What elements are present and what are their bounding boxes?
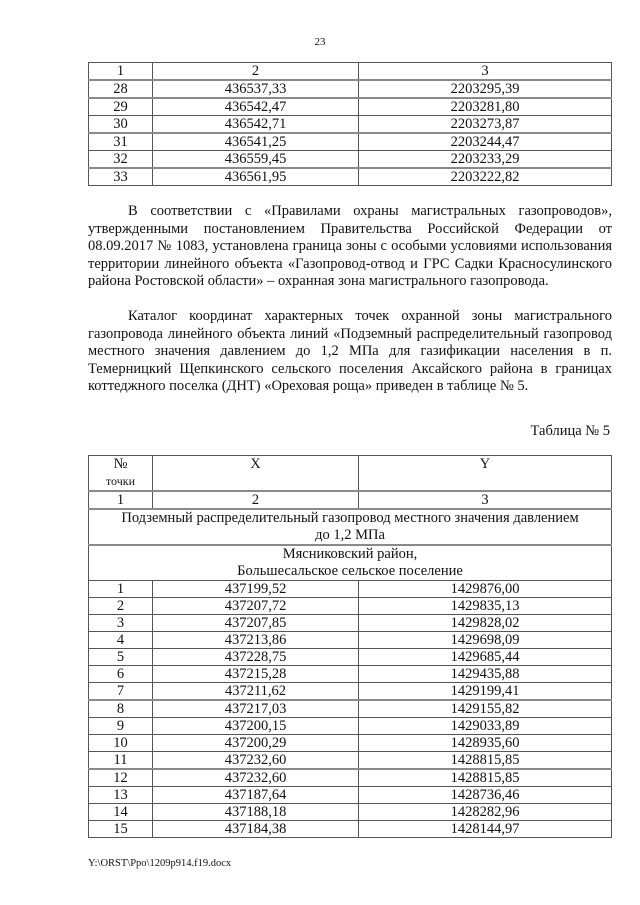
table-row — [89, 615, 612, 632]
x-cell: 437215,28 — [153, 666, 359, 683]
column-number-cell: 1 — [89, 63, 153, 81]
y-cell: 1429199,41 — [359, 683, 612, 701]
y-cell: 1429033,89 — [359, 718, 612, 735]
table-row — [89, 133, 612, 151]
x-cell: 437187,64 — [153, 787, 359, 804]
x-cell: 436541,25 — [153, 133, 359, 151]
y-cell: 1428815,85 — [359, 769, 612, 787]
x-cell: 437200,29 — [153, 735, 359, 752]
section-title — [89, 509, 612, 545]
column-number-cell: 2 — [153, 63, 359, 81]
point-number-cell: 2 — [89, 598, 153, 615]
subsection-row — [89, 545, 612, 581]
x-cell: 437217,03 — [153, 700, 359, 718]
subsection-title-line: Большесальское сельское поселение — [237, 563, 463, 579]
section-title-line: Подземный распределительный газопровод местного значения давлением — [121, 510, 579, 526]
table-row — [89, 683, 612, 701]
point-number-cell: 29 — [89, 98, 153, 116]
table-row — [89, 787, 612, 804]
table-row — [89, 769, 612, 787]
y-cell: 1429876,00 — [359, 581, 612, 598]
table-row — [89, 735, 612, 752]
point-number-cell: 15 — [89, 821, 153, 838]
paragraph-text: Каталог координат характерных точек охранной зоны магистрального газопровода линейного объекта линий «Подземный распределительный газопровод местного значения давлением до 1,2 МПа для газификации населения в п. Темерницкий Щепкинского сельского поселения Аксайского района в границах коттеджного поселка (ДНТ) «Ореховая роща» приведен в таблице № 5. — [88, 308, 612, 395]
x-cell: 437211,62 — [153, 683, 359, 701]
paragraph-text: В соответствии с «Правилами охраны магистральных газопроводов», утвержденными постановлением Правительства Российской Федерации от 08.09.2017 № 1083, установлена граница зоны с особыми условиями использования территории линейного объекта «Газопровод-отвод и ГРС Садки Красносулинского района Ростовской области» – охранная зона магистрального газопровода. — [88, 203, 612, 290]
header-label: точки — [105, 474, 136, 488]
subsection-title-line: Мясниковский район, — [282, 546, 418, 562]
table-row — [89, 151, 612, 169]
point-number-cell: 31 — [89, 133, 153, 151]
point-number-cell: 9 — [89, 718, 153, 735]
column-number-cell: 2 — [153, 491, 359, 509]
point-number-cell: 13 — [89, 787, 153, 804]
table-row — [89, 700, 612, 718]
footer-file-path: Y:\ORST\Ppo\1209p914.f19.docx — [88, 858, 232, 869]
column-number-cell: 1 — [89, 491, 153, 509]
y-cell: 2203233,29 — [359, 151, 612, 169]
point-number-cell: 33 — [89, 168, 153, 186]
point-number-cell: 30 — [89, 116, 153, 134]
y-cell: 1428282,96 — [359, 804, 612, 821]
y-cell: 1429828,02 — [359, 615, 612, 632]
x-cell: 437228,75 — [153, 649, 359, 666]
table-row — [89, 804, 612, 821]
table-row — [89, 666, 612, 683]
table-row — [89, 649, 612, 666]
point-number-cell: 32 — [89, 151, 153, 169]
point-number-cell: 28 — [89, 80, 153, 98]
y-cell: 1428815,85 — [359, 752, 612, 770]
x-cell: 437188,18 — [153, 804, 359, 821]
y-cell: 1428144,97 — [359, 821, 612, 838]
x-cell: 436559,45 — [153, 151, 359, 169]
point-number-cell: 12 — [89, 769, 153, 787]
table-caption: Таблица № 5 — [530, 423, 610, 439]
point-number-cell: 10 — [89, 735, 153, 752]
page-number: 23 — [314, 36, 326, 48]
point-number-cell: 6 — [89, 666, 153, 683]
point-number-cell: 8 — [89, 700, 153, 718]
y-header: Y — [359, 456, 612, 492]
table-row — [89, 821, 612, 838]
table-header-row — [89, 63, 612, 81]
point-number-cell: 1 — [89, 581, 153, 598]
subsection-title — [89, 545, 612, 581]
column-number-row — [89, 491, 612, 509]
header-label: № — [113, 456, 128, 472]
column-number-cell: 3 — [359, 63, 612, 81]
x-cell: 437232,60 — [153, 752, 359, 770]
section-title-line: до 1,2 МПа — [315, 527, 385, 543]
y-cell: 1429685,44 — [359, 649, 612, 666]
paragraph-protection-rules — [88, 203, 612, 291]
table-row — [89, 168, 612, 186]
table-row — [89, 632, 612, 649]
table-row — [89, 80, 612, 98]
x-cell: 437184,38 — [153, 821, 359, 838]
table-row — [89, 718, 612, 735]
point-number-cell: 7 — [89, 683, 153, 701]
column-number-cell: 3 — [359, 491, 612, 509]
x-cell: 436542,71 — [153, 116, 359, 134]
y-cell: 1429835,13 — [359, 598, 612, 615]
x-cell: 437200,15 — [153, 718, 359, 735]
x-cell: 436542,47 — [153, 98, 359, 116]
point-number-cell: 5 — [89, 649, 153, 666]
table-row — [89, 116, 612, 134]
coordinates-table-5 — [88, 455, 612, 838]
x-cell: 437213,86 — [153, 632, 359, 649]
section-row — [89, 509, 612, 545]
table-header-row — [89, 456, 612, 492]
y-cell: 1429155,82 — [359, 700, 612, 718]
y-cell: 1428736,46 — [359, 787, 612, 804]
y-cell: 2203222,82 — [359, 168, 612, 186]
y-cell: 2203244,47 — [359, 133, 612, 151]
x-cell: 436561,95 — [153, 168, 359, 186]
table-row — [89, 581, 612, 598]
paragraph-catalog-reference — [88, 308, 612, 396]
table-row — [89, 598, 612, 615]
table-row — [89, 98, 612, 116]
x-cell: 437207,85 — [153, 615, 359, 632]
x-cell: 437207,72 — [153, 598, 359, 615]
point-number-cell: 3 — [89, 615, 153, 632]
point-number-cell: 11 — [89, 752, 153, 770]
x-header: X — [153, 456, 359, 492]
table-row — [89, 752, 612, 770]
point-number-cell: 14 — [89, 804, 153, 821]
y-cell: 1429698,09 — [359, 632, 612, 649]
point-number-header — [89, 456, 153, 492]
x-cell: 436537,33 — [153, 80, 359, 98]
coordinates-table-continued — [88, 62, 612, 186]
x-cell: 437232,60 — [153, 769, 359, 787]
y-cell: 1428935,60 — [359, 735, 612, 752]
y-cell: 2203281,80 — [359, 98, 612, 116]
y-cell: 1429435,88 — [359, 666, 612, 683]
x-cell: 437199,52 — [153, 581, 359, 598]
y-cell: 2203273,87 — [359, 116, 612, 134]
y-cell: 2203295,39 — [359, 80, 612, 98]
point-number-cell: 4 — [89, 632, 153, 649]
